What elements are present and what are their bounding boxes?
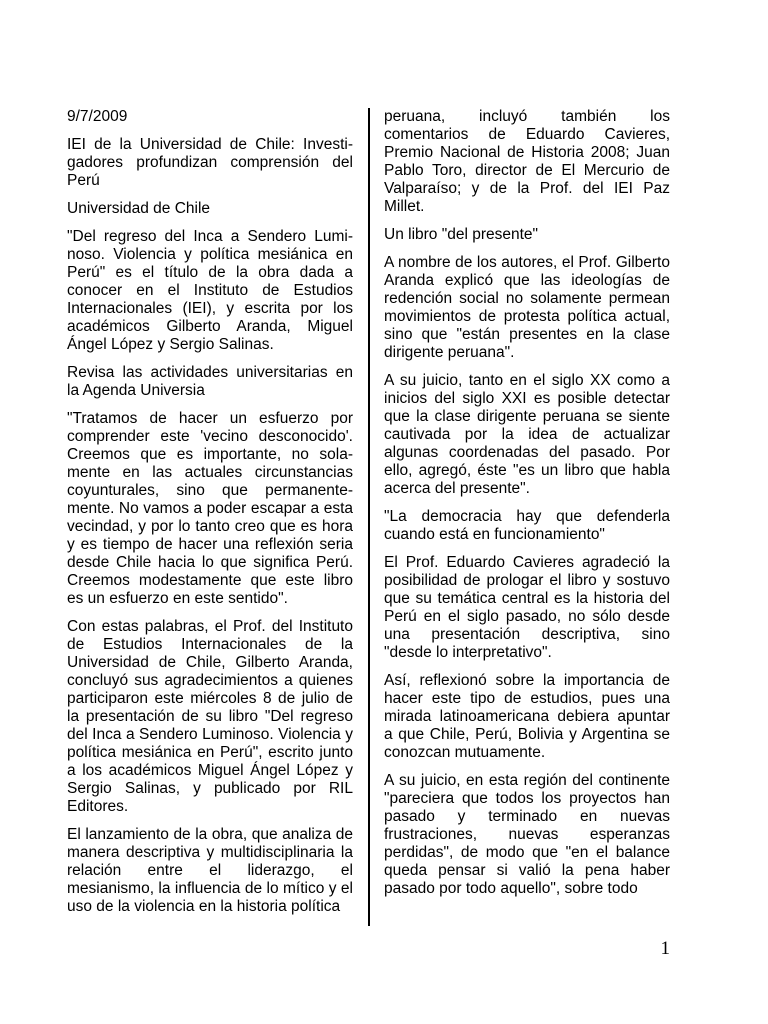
paragraph: "Del regreso del Inca a Sendero Luminoso. Violencia y política mesiánica en Perú" es el título de la obra dada a conocer en el Instituto de Estudios Internacionales (IEI), y escrita por los académicos Gilberto Aranda, Miguel Ángel López y Sergio Salinas. bbox=[67, 228, 353, 353]
paragraph: A su juicio, tanto en el siglo XX como a inicios del siglo XXI es posible detectar que la clase dirigente peruana se siente cautivada por la idea de actualizar algunas coordenadas del pasado. Por ello, agregó, éste "es un libro que habla acerca del presente". bbox=[384, 372, 670, 497]
article-date: 9/7/2009 bbox=[67, 108, 128, 125]
paragraph: A nombre de los autores, el Prof. Gilberto Aranda explicó que las ideologías de redención social no solamente permean movimientos de protesta política actual, sino que "están presentes en la clase dirigente peruana". bbox=[384, 254, 670, 361]
column-divider bbox=[368, 108, 370, 926]
page-number: 1 bbox=[660, 938, 670, 959]
paragraph: "Tratamos de hacer un esfuerzo por comprender este 'vecino desconocido'. Creemos que es importante, no solamente en las actuales circunstancias coyunturales, sino que permanentemente. No vamos a poder escapar a esta vecindad, y por lo tanto creo que es hora y es tiempo de hacer una reflexión seria desde Chile hacia lo que significa Perú. Creemos modestamente que este libro es un esfuerzo en este sentido". bbox=[67, 410, 353, 607]
section-subheading: Un libro "del presente" bbox=[384, 226, 539, 243]
paragraph: Con estas palabras, el Prof. del Instituto de Estudios Internacionales de la Universidad de Chile, Gilberto Aranda, concluyó sus agradecimientos a quienes participaron este miércoles 8 de julio de la presentación de su libro "Del regreso del Inca a Sendero Luminoso. Violencia y política mesiánica en Perú", escrito junto a los académicos Miguel Ángel López y Sergio Salinas, y publicado por RIL Editores. bbox=[67, 618, 353, 815]
section-subheading: "La democracia hay que defenderla cuando está en funcionamiento" bbox=[384, 508, 670, 543]
left-column bbox=[67, 108, 353, 926]
paragraph-continuation: peruana, incluyó también los comentarios de Eduardo Cavieres, Premio Nacional de Historia 2008; Juan Pablo Toro, director de El Mercurio de Valparaíso; y de la Prof. del IEI Paz Millet. bbox=[384, 108, 670, 215]
paragraph: El lanzamiento de la obra, que analiza de manera descriptiva y multidisciplinaria la relación entre el liderazgo, el mesianismo, la influencia de lo mítico y el uso de la violencia en la historia política bbox=[67, 826, 353, 915]
right-column bbox=[384, 108, 670, 908]
paragraph: A su juicio, en esta región del continente "pareciera que todos los proyectos han pasado y terminado en nuevas frustraciones, nuevas esperanzas perdidas", de modo que "en el balance queda pensar si valió la pena haber pasado por todo aquello", sobre todo bbox=[384, 772, 670, 897]
paragraph: Revisa las actividades universitarias en la Agenda Universia bbox=[67, 364, 353, 399]
article-source: Universidad de Chile bbox=[67, 200, 211, 217]
paragraph: Así, reflexionó sobre la importancia de hacer este tipo de estudios, pues una mirada latinoamericana debiera apuntar a que Chile, Perú, Bolivia y Argentina se conozcan mutuamente. bbox=[384, 672, 670, 761]
article-headline: IEI de la Universidad de Chile: Investigadores profundizan comprensión del Perú bbox=[67, 136, 353, 189]
paragraph: El Prof. Eduardo Cavieres agradeció la posibilidad de prologar el libro y sostuvo que su temática central es la historia del Perú en el siglo pasado, no sólo desde una presentación descriptiva, sino "desde lo interpretativo". bbox=[384, 554, 670, 661]
